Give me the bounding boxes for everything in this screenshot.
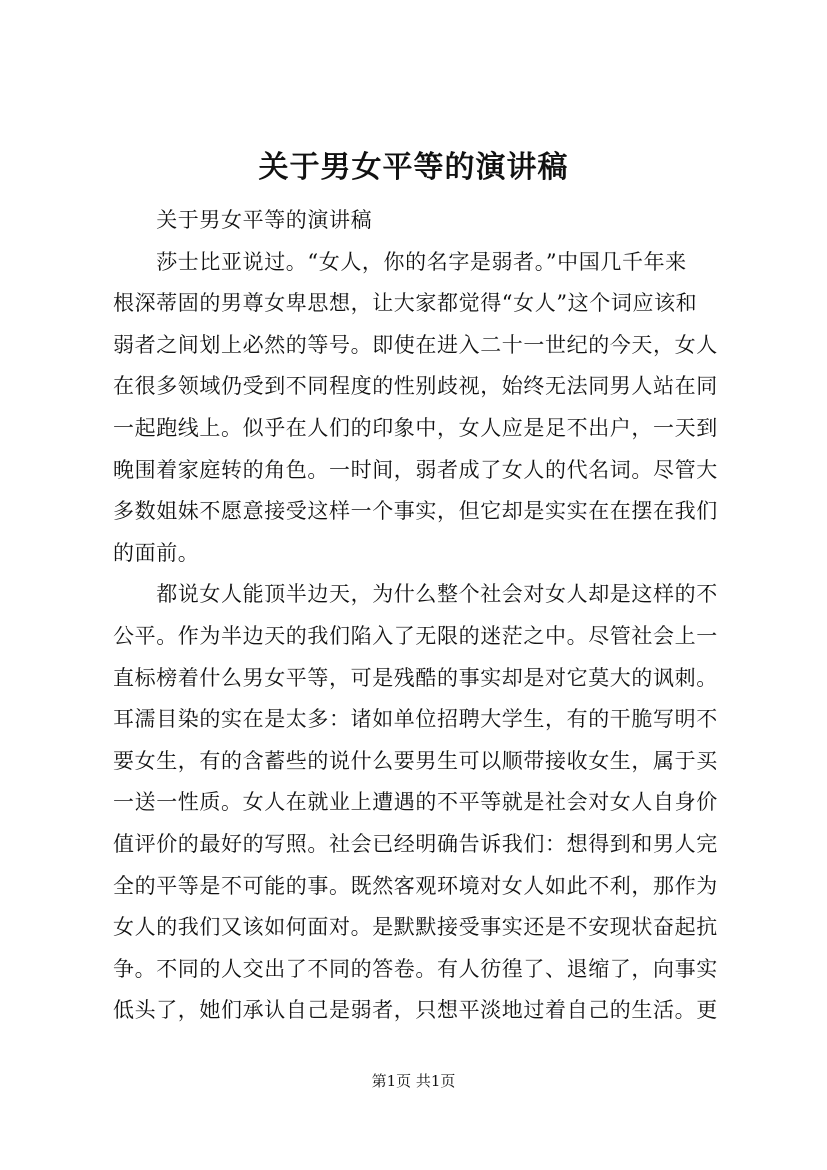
body-line: 弱者之间划上必然的等号。即使在进入二十一世纪的今天，女人 [113, 332, 718, 357]
body-line: 直标榜着什么男女平等，可是残酷的事实却是对它莫大的讽刺。 [113, 665, 718, 690]
body-line: 要女生，有的含蓄些的说什么要男生可以顺带接收女生，属于买 [113, 748, 718, 773]
body-line: 在很多领域仍受到不同程度的性别歧视，始终无法同男人站在同 [113, 374, 718, 399]
page-footer: 第1页 共1页 [371, 1072, 456, 1090]
body-line: 争。不同的人交出了不同的答卷。有人彷徨了、退缩了，向事实 [113, 956, 718, 981]
body-line: 低头了，她们承认自己是弱者，只想平淡地过着自己的生活。更 [113, 998, 718, 1023]
body-line: 关于男女平等的演讲稿 [113, 208, 373, 232]
body-line: 一送一性质。女人在就业上遭遇的不平等就是社会对女人自身价 [113, 790, 718, 815]
body-line: 多数姐妹不愿意接受这样一个事实，但它却是实实在在摆在我们 [113, 499, 718, 524]
body-line: 耳濡目染的实在是太多：诸如单位招聘大学生，有的干脆写明不 [113, 707, 718, 732]
body-line: 女人的我们又该如何面对。是默默接受事实还是不安现状奋起抗 [113, 915, 718, 940]
body-line: 全的平等是不可能的事。既然客观环境对女人如此不利，那作为 [113, 873, 718, 898]
body-line: 晚围着家庭转的角色。一时间，弱者成了女人的代名词。尽管大 [113, 457, 718, 482]
body-line: 值评价的最好的写照。社会已经明确告诉我们：想得到和男人完 [113, 831, 718, 856]
body-line: 根深蒂固的男尊女卑思想，让大家都觉得“女人”这个词应该和 [113, 291, 698, 316]
document-title: 关于男女平等的演讲稿 [258, 150, 569, 185]
body-line: 的面前。 [113, 540, 200, 565]
body-line: 都说女人能顶半边天，为什么整个社会对女人却是这样的不 [113, 582, 718, 607]
body-line: 公平。作为半边天的我们陷入了无限的迷茫之中。尽管社会上一 [113, 623, 718, 648]
document-body [113, 200, 743, 1032]
body-line: 莎士比亚说过。“女人，你的名字是弱者。”中国几千年来 [113, 249, 687, 274]
body-line: 一起跑线上。似乎在人们的印象中，女人应是足不出户，一天到 [113, 415, 718, 440]
